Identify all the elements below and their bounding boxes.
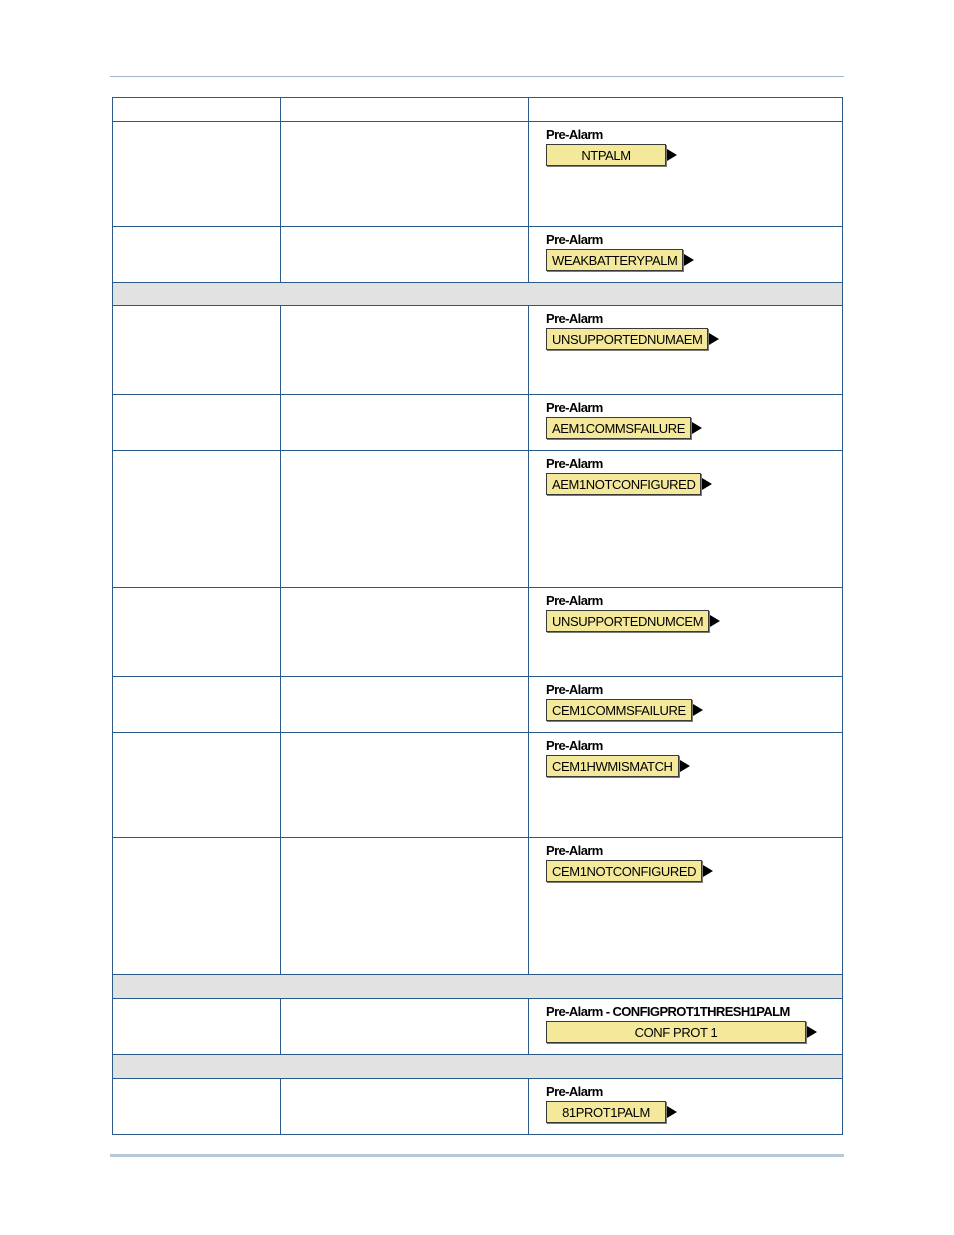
logic-block-box: NTPALM bbox=[546, 144, 666, 166]
header-cell-2 bbox=[281, 98, 529, 122]
output-arrow-icon bbox=[667, 149, 677, 161]
table-row bbox=[113, 677, 843, 733]
logic-block-box: WEAKBATTERYPALM bbox=[546, 249, 683, 271]
section-row bbox=[113, 975, 843, 999]
output-arrow-icon bbox=[680, 760, 690, 772]
name-cell bbox=[113, 677, 281, 733]
logic-cell bbox=[529, 122, 843, 227]
logic-cell bbox=[529, 395, 843, 451]
name-cell bbox=[113, 1079, 281, 1135]
name-cell bbox=[113, 227, 281, 283]
logic-label: Pre-Alarm - CONFIGPROT1THRESH1PALM bbox=[546, 1004, 790, 1019]
section-cell bbox=[113, 975, 843, 999]
logic-block-box: UNSUPPORTEDNUMAEM bbox=[546, 328, 708, 350]
description-cell bbox=[281, 1079, 529, 1135]
output-arrow-icon bbox=[667, 1106, 677, 1118]
description-cell bbox=[281, 395, 529, 451]
description-cell bbox=[281, 999, 529, 1055]
section-cell bbox=[113, 1055, 843, 1079]
table-row bbox=[113, 588, 843, 677]
name-cell bbox=[113, 838, 281, 975]
logic-block-box: CONF PROT 1 bbox=[546, 1021, 806, 1043]
table-row bbox=[113, 838, 843, 975]
description-cell bbox=[281, 838, 529, 975]
table-row bbox=[113, 1079, 843, 1135]
output-arrow-icon bbox=[703, 865, 713, 877]
header-cell-1 bbox=[113, 98, 281, 122]
table-header-row bbox=[113, 98, 843, 122]
header-rule bbox=[110, 76, 844, 77]
table-row bbox=[113, 306, 843, 395]
description-cell bbox=[281, 306, 529, 395]
section-row bbox=[113, 283, 843, 306]
logic-cell bbox=[529, 227, 843, 283]
logic-label: Pre-Alarm bbox=[546, 311, 603, 326]
table-row bbox=[113, 227, 843, 283]
logic-block-box: CEM1NOTCONFIGURED bbox=[546, 860, 702, 882]
footer-rule bbox=[110, 1154, 844, 1157]
alarm-table bbox=[112, 97, 843, 1135]
logic-block-box: AEM1COMMSFAILURE bbox=[546, 417, 691, 439]
name-cell bbox=[113, 451, 281, 588]
table-row bbox=[113, 395, 843, 451]
output-arrow-icon bbox=[710, 615, 720, 627]
logic-label: Pre-Alarm bbox=[546, 127, 603, 142]
description-cell bbox=[281, 122, 529, 227]
logic-label: Pre-Alarm bbox=[546, 400, 603, 415]
logic-cell bbox=[529, 588, 843, 677]
table-row bbox=[113, 999, 843, 1055]
logic-block-box: UNSUPPORTEDNUMCEM bbox=[546, 610, 709, 632]
table-row bbox=[113, 733, 843, 838]
logic-cell bbox=[529, 1079, 843, 1135]
section-row bbox=[113, 1055, 843, 1079]
logic-cell bbox=[529, 733, 843, 838]
logic-cell bbox=[529, 677, 843, 733]
output-arrow-icon bbox=[693, 704, 703, 716]
name-cell bbox=[113, 588, 281, 677]
description-cell bbox=[281, 451, 529, 588]
name-cell bbox=[113, 733, 281, 838]
logic-label: Pre-Alarm bbox=[546, 682, 603, 697]
description-cell bbox=[281, 588, 529, 677]
description-cell bbox=[281, 733, 529, 838]
logic-label: Pre-Alarm bbox=[546, 232, 603, 247]
logic-block-box: 81PROT1PALM bbox=[546, 1101, 666, 1123]
description-cell bbox=[281, 677, 529, 733]
name-cell bbox=[113, 999, 281, 1055]
logic-label: Pre-Alarm bbox=[546, 843, 603, 858]
output-arrow-icon bbox=[702, 478, 712, 490]
header-cell-3 bbox=[529, 98, 843, 122]
name-cell bbox=[113, 395, 281, 451]
logic-cell bbox=[529, 999, 843, 1055]
output-arrow-icon bbox=[807, 1026, 817, 1038]
logic-label: Pre-Alarm bbox=[546, 593, 603, 608]
output-arrow-icon bbox=[692, 422, 702, 434]
logic-cell bbox=[529, 306, 843, 395]
name-cell bbox=[113, 122, 281, 227]
logic-block-box: CEM1COMMSFAILURE bbox=[546, 699, 692, 721]
logic-block-box: AEM1NOTCONFIGURED bbox=[546, 473, 701, 495]
table-row bbox=[113, 122, 843, 227]
logic-label: Pre-Alarm bbox=[546, 1084, 603, 1099]
section-cell bbox=[113, 283, 843, 306]
output-arrow-icon bbox=[684, 254, 694, 266]
logic-label: Pre-Alarm bbox=[546, 456, 603, 471]
logic-cell bbox=[529, 838, 843, 975]
logic-cell bbox=[529, 451, 843, 588]
table-row bbox=[113, 451, 843, 588]
logic-block-box: CEM1HWMISMATCH bbox=[546, 755, 679, 777]
output-arrow-icon bbox=[709, 333, 719, 345]
description-cell bbox=[281, 227, 529, 283]
logic-label: Pre-Alarm bbox=[546, 738, 603, 753]
name-cell bbox=[113, 306, 281, 395]
